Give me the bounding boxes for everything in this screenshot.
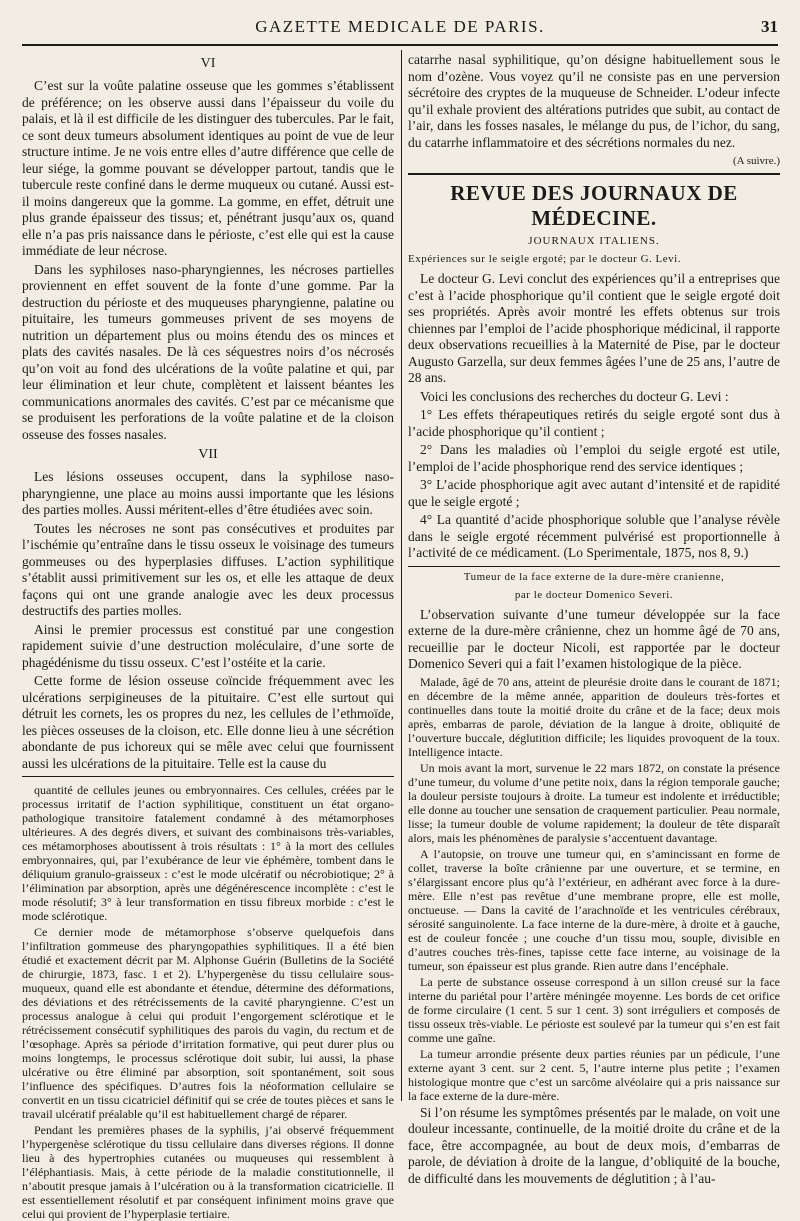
footnote-block — [22, 783, 394, 1221]
page-header — [22, 10, 778, 46]
right-column — [408, 52, 780, 1186]
observation-block — [408, 675, 780, 1103]
article-heading: Expériences sur le seigle ergoté; par le docteur G. Levi. — [408, 253, 681, 265]
article-author: par le docteur Domenico Severi. — [514, 588, 674, 601]
paragraph: La tumeur arrondie présente deux parties réunies par un pédicule, l’une externe ayant 3 cent. sur 2 cent. 5, l’autre interne plus petite ; l’examen histologique montre que c’est un sarcôme alvéolaire qui a pris naissance sur la face externe de la dure-mère. — [408, 1046, 780, 1103]
section-six — [22, 56, 394, 443]
section-number: VII — [198, 447, 218, 462]
to-be-continued: (A suivre.) — [732, 155, 780, 167]
review-subtitle: JOURNAUX ITALIENS. — [528, 235, 660, 247]
page-number: 31 — [761, 17, 778, 36]
paragraph: Ainsi le premier processus est constitué par une congestion rapidement suivie d’une destruction moléculaire, d’une sorte de phagédénisme du tissu osseux. C’est l’ostéite et la carie. — [22, 621, 394, 670]
article-tumor — [408, 571, 780, 1188]
paragraph: 4° La quantité d’acide phosphorique soluble que l’analyse révèle dans le seigle ergoté récemment pulvérisé est proportionnelle à l’activité de ce médicament. (Lo Sperimentale, 1875, nos 8, 9.) — [408, 512, 780, 560]
paragraph: Cette forme de lésion osseuse coïncide fréquemment avec les ulcérations serpigineuses de la pituitaire. C’est elle surtout qui détruit les cornets, les os propres du nez, les cellules de l’ethmoïde, les pièces osseuses de la cloison, etc. Elle donne lieu à une sécrétion abondante de pus ichoreux qui se mêle avec celui que fournissent aussi les ulcérations de la pituitaire. Telle est la cause du — [22, 673, 394, 771]
paragraph: Pendant les premières phases de la syphilis, j’ai observé fréquemment l’hypergenèse sclérotique du tissu cellulaire dans diverses régions. Il donne lieu à des hypertrophies cutanées ou muqueuses qui ressemblent à l’éléphantiasis. Mais, à cette période de la maladie constitutionnelle, il n’aboutit presque jamais à l’ulcération ou à la transformation cicatricielle. Il est essentiellement résolutif et par conséquent infiniment moins grave que celui qui provient de l’hyperplasie tertiaire. — [22, 1123, 394, 1221]
paragraph: Ce dernier mode de métamorphose s’observe quelquefois dans l’infiltration gommeuse des pharyngopathies syphilitiques. Il a été bien étudié et exactement décrit par M. Alphonse Guérin (Bulletins de la Société de chirurgie, 1873, fasc. 1 et 2). L’hypergenèse du tissu cellulaire sous-muqueux, quand elle est abondante et étendue, détermine des déformations, des déviations et des rétrécissements de la cavité pharyngienne. C’est un processus analogue à celui qui produit l’engorgement sclérotique et le rétrécissement consécutif syphilitiques des parois du vagin, du rectum et de l’œsophage. Après sa période d’irritation formative, qui peut durer plus ou moins longtemps, le processus sclérotique doit subir, lui aussi, la phase ulcérative ou être éliminé par absorption, soit spontanément, soit sous l’influence des spécifiques. D’autres fois la néoformation cellulaire se convertit en un tissu cicatriciel définitif qui se crée de toutes pièces et sans le travail ulcératif préalable qu’il est habituellement chargé de réparer. — [22, 925, 394, 1121]
paragraph: Les lésions osseuses occupent, dans la syphilose naso-pharyngienne, une place au moins aussi importante que les lésions des parties molles. Aussi méritent-elles d’être étudiées avec soin. — [22, 469, 394, 517]
paragraph: Un mois avant la mort, survenue le 22 mars 1872, on constate la présence d’une tumeur, du volume d’une petite noix, dans la région temporale gauche; la douleur persiste toujours à droite. La tumeur est indolente et irréductible; elle donne au toucher une sensation de craquement particulier. Peau normale, lisse; la tumeur double de volume rapidement; la douleur de tête disparaît alors, mais les phénomènes de paralysie s’accentuent davantage. — [408, 760, 780, 845]
paragraph: Le docteur G. Levi conclut des expériences qu’il a entreprises que c’est à l’acide phosphorique qu’il contient que le seigle ergoté doit ses propriétés. Après avoir montré les effets obtenus sur trois chiennes par l’emploi de l’acide phosphorique médicinal, il rapporte deux observations recueillies à la Maternité de Pise, par le docteur Augusto Garzella, sur deux femmes âgées l’une de 25 ans, l’autre de 28 ans. — [408, 271, 780, 385]
paragraph: C’est sur la voûte palatine osseuse que les gommes s’établissent de préférence; on les observe aussi dans l’épaisseur du voile du palais, et là il est difficile de les distinguer des tubercules. Par le fait, ce sont deux tumeurs absolument identiques au point de vue de leur structure intime. Je ne vois entre elles d’autre différence que celle de leur siége, la gomme pouvant se développer partout, tandis que le tubercule reste confiné dans le derme muqueux ou cutané. Aussi est-il moins dangereux que la gomme. La gomme, en effet, détruit une plus grande épaisseur des tissus; et, pénétrant jusqu’aux os, quand elle n’a pas pris naissance dans le périoste, c’est elle qui est la cause immédiate de leur nécrose. — [22, 78, 394, 258]
paragraph: Toutes les nécroses ne sont pas consécutives et produites par l’ischémie qu’entraîne dans le tissu osseux le voisinage des tumeurs gommeuses ou des hyperplasies diffuses. L’action syphilitique s’établit aussi primitivement sur les os, et elle les attaque de deux façons qui ont une grande analogie avec les deux processus destructifs des parties molles. — [22, 520, 394, 618]
journal-title: GAZETTE MEDICALE DE PARIS. — [255, 17, 545, 36]
section-number: VI — [200, 56, 216, 71]
paragraph: Dans les syphiloses naso-pharyngiennes, les nécroses partielles proviennent en effet souvent de la fonte d’une gomme. Par la destruction du périoste et des muqueuses pharyngienne, palatine ou pituitaire, les tumeurs gommeuses privent de ses moyens de nutrition un département plus ou moins étendu des os minces et plats des cavités nasales. De là ces séquestres noirs d’os nécrosés qu’on voit au fond des ulcérations de la voûte palatine et qui, par leur élimination et leur chute, complètent et laissent béantes les communications anormales des cavités. C’est par ce mécanisme que se produisent les perforations de la voûte palatine et de la cloison osseuse des fosses nasales. — [22, 261, 394, 442]
paragraph: Si l’on résume les symptômes présentés par le malade, on voit une douleur incessante, continuelle, de la moitié droite du crâne et de la face, être accompagnée, au bout de deux mois, d’embarras de parole, de déviation à droite de la langue, d’obliquité de la bouche, de difficulté dans les mouvements de déglutition ; à l’au- — [408, 1104, 780, 1186]
paragraph: 1° Les effets thérapeutiques retirés du seigle ergoté sont dus à l’acide phosphorique qu’il contient ; — [408, 407, 780, 439]
paragraph: L’observation suivante d’une tumeur développée sur la face externe de la dure-mère crânienne, chez un homme âgé de 70 ans, recueillie par le docteur Nicoli, est rapportée par le docteur Domenico Severi qui a fait l’examen histologique de la pièce. — [408, 606, 780, 671]
section-seven — [22, 447, 394, 772]
article-heading: Tumeur de la face externe de la dure-mère cranienne, — [463, 570, 725, 583]
review-title: REVUE DES JOURNAUX DE MÉDECINE. — [408, 173, 780, 231]
paragraph: La perte de substance osseuse correspond à un sillon creusé sur la face interne du pariétal pour l’artère méningée moyenne. Les bords de cet orifice de forme circulaire (1 cent. 5 sur 1 cent. 3) sont irréguliers et composés de tissu osseux très-viable. Le périoste est soulevé par la tumeur qui s’en est fait comme une gaîne. — [408, 974, 780, 1045]
paragraph: A l’autopsie, on trouve une tumeur qui, en s’amincissant en forme de collet, traverse la boîte crânienne par une ouverture, et se termine, en s’élargissant encore plus qu’à l’extérieur, en adhérant avec force à la dure-mère. Elle n’est pas revêtue d’une membrane propre, elle est molle, onctueuse. — Dans la cavité de l’arachnoïde et les ventricules cérébraux, sérosité sanguinolente. La face interne de la dure-mère, à droite et à gauche, est de couleur foncée ; une couche d’un tissu mou, souple, divisible en d’autres couches très-fines, tapisse cette face interne, au voisinage de la tumeur, son épaisseur est plus grande. Rien autre dans l’encéphale. — [408, 846, 780, 973]
paragraph: 2° Dans les maladies où l’emploi du seigle ergoté est utile, l’emploi de l’acide phosphorique rend des service identiques ; — [408, 442, 780, 474]
continued-article — [408, 52, 780, 167]
paragraph: Voici les conclusions des recherches du docteur G. Levi : — [420, 388, 729, 404]
footnote-separator — [22, 776, 394, 777]
paragraph: quantité de cellules jeunes ou embryonnaires. Ces cellules, créées par le processus irritatif de l’action syphilitique, constituent un état organo-pathologique transitoire fatalement condamné à des métamorphoses ultérieures. A des degrés divers, et suivant des combinaisons très-variables, ces métamorphoses aboutissent à trois résultats : 1° à la mort des cellules embryonnaires, qui, par l’exubérance de leur vie éphémère, tombent dans le déliquium granulo-graisseux : c’est le mode ulcératif ou nécrobiotique; 2° à l’élimination par absorption, après une dégénérescence incomplète : c’est le mode résolutif; 3° à leur transformation en tissu fibreux morbide : c’est le mode sclérotique. — [22, 783, 394, 923]
column-divider — [401, 50, 402, 1101]
article-separator — [408, 566, 780, 567]
article-ergot — [408, 253, 780, 562]
paragraph: catarrhe nasal syphilitique, qu’on désigne habituellement sous le nom d’ozène. Vous voyez qu’il ne consiste pas en une perversion sécrétoire des cryptes de la muqueuse de Schneider. L’odeur infecte qu’il exhale provient des altérations putrides que subit, au contact de l’air, dans les fosses nasales, le mélange du pus, de l’ichor, du sang, du catarrhe inflammatoire et des sécrétions normales du nez. — [408, 52, 780, 150]
paragraph: Malade, âgé de 70 ans, atteint de pleurésie droite dans le courant de 1871; en décembre de la même année, apparition de douleurs très-fortes et continuelles dans toute la moitié droite du crâne et de la face; deux mois après, embarras de parole, déviation de la langue à droite, obliquité de l’ouverture buccale, déglutition difficile; les liquides provoquent de la toux. Intelligence intacte. — [408, 674, 780, 759]
paragraph: 3° L’acide phosphorique agit avec autant d’intensité et de rapidité que le seigle ergoté ; — [408, 477, 780, 509]
left-column — [22, 52, 394, 1221]
